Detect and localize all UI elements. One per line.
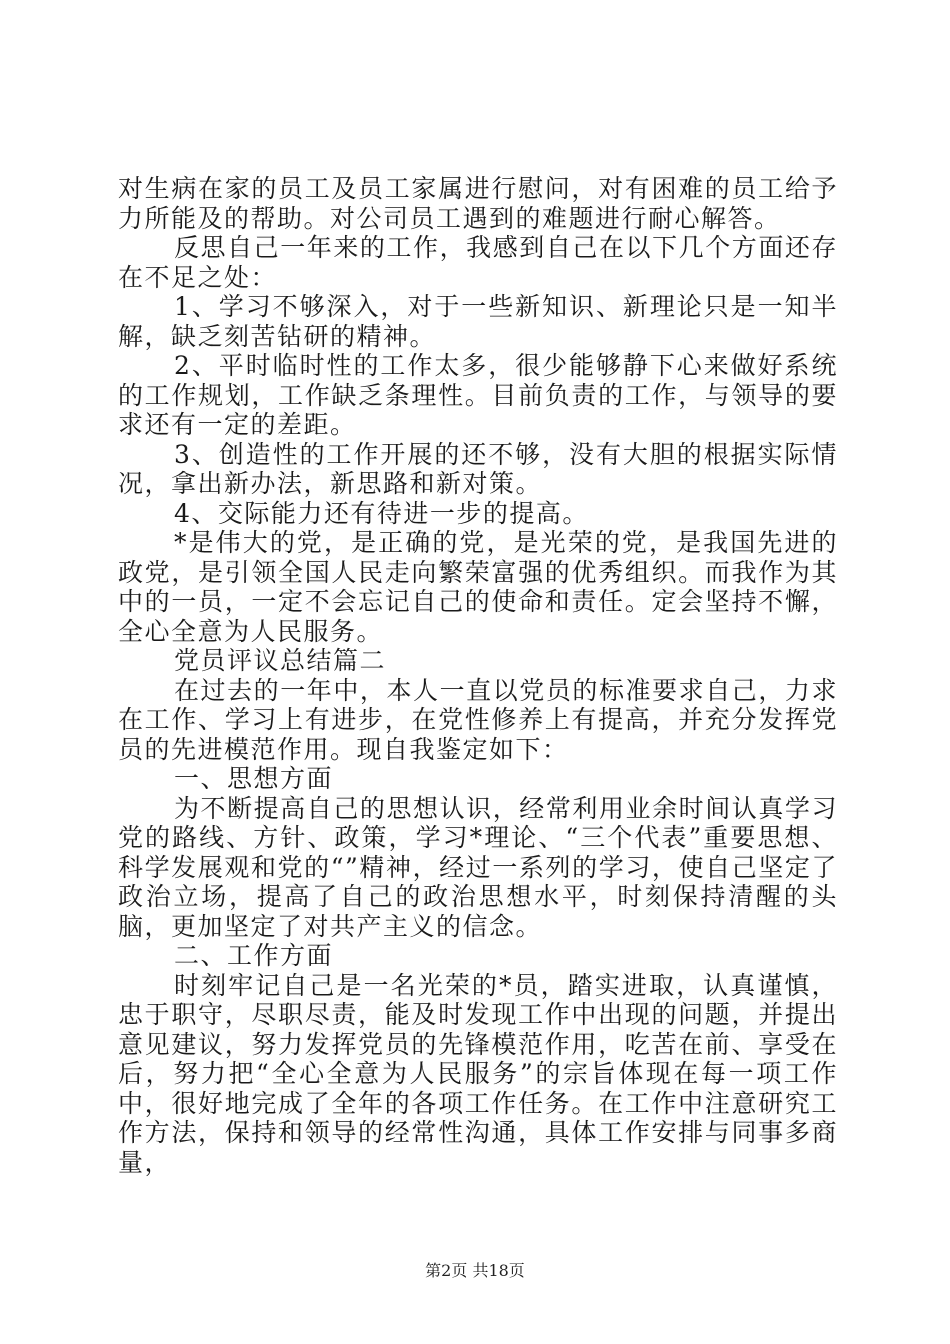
paragraph-5: 3、创造性的工作开展的还不够，没有大胆的根据实际情况，拿出新办法，新思路和新对策。 bbox=[118, 439, 838, 498]
paragraph-6: 4、交际能力还有待进一步的提高。 bbox=[174, 498, 589, 528]
paragraph-9: 在过去的一年中，本人一直以党员的标准要求自己，力求在工作、学习上有进步，在党性修养上有提高，并充分发挥党员的先进模范作用。现自我鉴定如下： bbox=[118, 675, 838, 764]
paragraph-3: 1、学习不够深入，对于一些新知识、新理论只是一知半解，缺乏刻苦钻研的精神。 bbox=[118, 292, 838, 351]
subheading-work: 二、工作方面 bbox=[174, 941, 334, 970]
paragraph-2: 反思自己一年来的工作，我感到自己在以下几个方面还存在不足之处： bbox=[118, 233, 838, 292]
section-title: 党员评议总结篇二 bbox=[174, 646, 387, 675]
paragraph-11: 为不断提高自己的思想认识，经常利用业余时间认真学习党的路线、方针、政策，学习*理论、“三个代表”重要思想、科学发展观和党的“”精神，经过一系列的学习，使自己坚定了政治立场，提高了自己的政治思想水平，时刻保持清醒的头脑，更加坚定了对共产主义的信念。 bbox=[118, 793, 838, 941]
paragraph-4: 2、平时临时性的工作太多，很少能够静下心来做好系统的工作规划，工作缺乏条理性。目前负责的工作，与领导的要求还有一定的差距。 bbox=[118, 351, 838, 439]
document-body bbox=[118, 174, 838, 1177]
page-number-footer: 第2页 共18页 bbox=[425, 1261, 525, 1280]
paragraph-7: *是伟大的党，是正确的党，是光荣的党，是我国先进的政党，是引领全国人民走向繁荣富强的优秀组织。而我作为其中的一员，一定不会忘记自己的使命和责任。定会坚持不懈，全心全意为人民服务。 bbox=[118, 528, 838, 646]
subheading-thought: 一、思想方面 bbox=[174, 764, 334, 793]
paragraph-13: 时刻牢记自己是一名光荣的*员，踏实进取，认真谨慎，忠于职守，尽职尽责，能及时发现工作中出现的问题，并提出意见建议，努力发挥党员的先锋模范作用，吃苦在前、享受在后，努力把“全心全意为人民服务”的宗旨体现在每一项工作中，很好地完成了全年的各项工作任务。在工作中注意研究工作方法，保持和领导的经常性沟通，具体工作安排与同事多商量， bbox=[118, 970, 838, 1177]
paragraph-1: 对生病在家的员工及员工家属进行慰问，对有困难的员工给予力所能及的帮助。对公司员工遇到的难题进行耐心解答。 bbox=[118, 174, 838, 233]
